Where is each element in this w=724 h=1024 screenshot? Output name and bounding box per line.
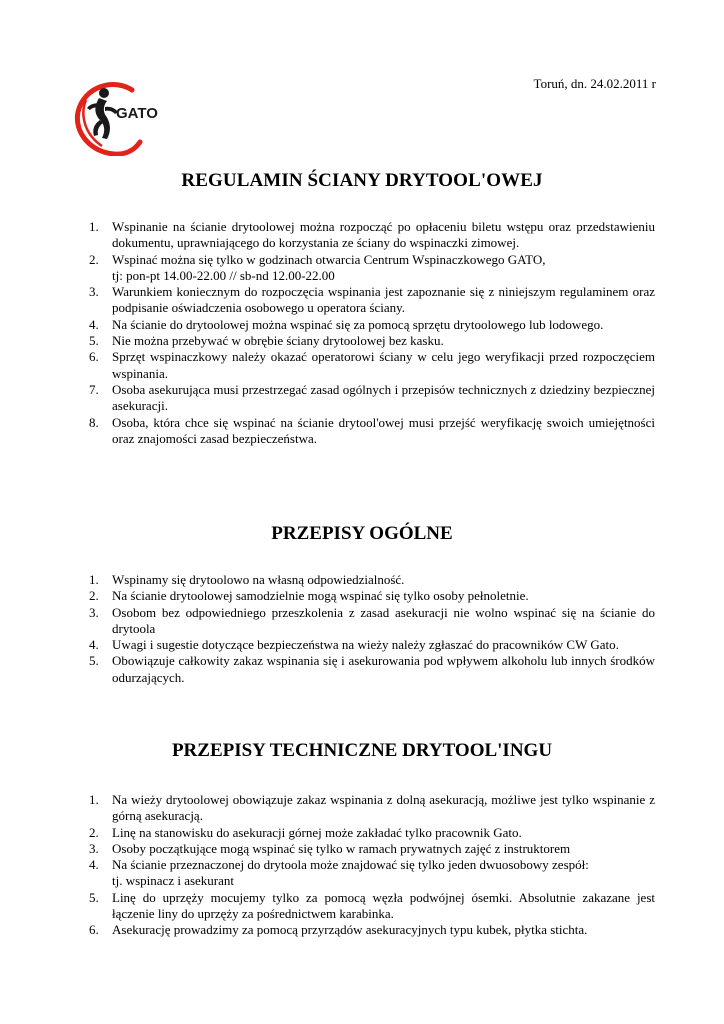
list-item: 2. Na ścianie drytoolowej samodzielnie mogą wspinać się tylko osoby pełnoletnie. [89,588,529,604]
regulations-list [89,219,655,447]
list-item: 5. Linę do uprzęży mocujemy tylko za pomocą węzła podwójnej ósemki. Absolutnie zakazane jest łączenie liny do uprzęży za pośrednictwem karabinka. [89,889,655,922]
list-item: 4. Na ścianie do drytoolowej można wspinać się za pomocą sprzętu drytoolowego lub lodowego. [89,316,604,332]
technical-rules-list [89,792,655,939]
list-item: 4. Uwagi i sugestie dotyczące bezpieczeństwa na wieży należy zgłaszać do pracowników CW Gato. [89,637,619,653]
list-item: 6. Sprzęt wspinaczkowy należy okazać operatorowi ściany w celu jego weryfikacji przed rozpoczęciem wspinania. [89,349,655,381]
list-item: 2. Linę na stanowisku do asekuracji górnej może zakładać tylko pracownik Gato. [89,824,522,840]
list-item: 6. Asekurację prowadzimy za pomocą przyrządów asekuracyjnych typu kubek, płytka stichta. [89,922,588,938]
list-item: 3. Osobom bez odpowiedniego przeszkolenia z zasad asekuracji nie wolno wspinać się na ścianie do drytoola [89,604,655,636]
list-item: 4. Na ścianie przeznaczonej do drytoola może znajdować się tylko jeden dwuosobowy zespół: tj. wspinacz i asekurant [89,857,589,889]
list-item: 8. Osoba, która chce się wspinać na ścianie drytool'owej musi przejść weryfikację swoich umiejętności oraz znajomości zasad bezpieczeństwa. [89,414,655,446]
list-item: 5. Nie można przebywać w obrębie ściany drytoolowej bez kasku. [89,333,444,349]
list-item: 1. Wspinanie na ścianie drytoolowej można rozpocząć po opłaceniu biletu wstępu oraz przedstawieniu dokumentu, uprawniającego do korzystania ze ściany do wspinaczki zimowej. [89,219,655,251]
list-item: 3. Osoby początkujące mogą wspinać się tylko w ramach prywatnych zajęć z instruktorem [89,840,571,856]
list-item: 1. Na wieży drytoolowej obowiązuje zakaz wspinania z dolną asekuracją, możliwe jest tylko wspinanie z górną asekuracją. [89,792,655,824]
document-date: Toruń, dn. 24.02.2011 r [533,76,656,91]
gato-logo [72,80,172,156]
list-item: 2. Wspinać można się tylko w godzinach otwarcia Centrum Wspinaczkowego GATO, tj: pon-pt 14.00-22.00 // sb-nd 12.00-22.00 [89,251,546,283]
list-item: 3. Warunkiem koniecznym do rozpoczęcia wspinania jest zapoznanie się z niniejszym regulaminem oraz podpisanie oświadczenia osobowego u operatora ściany. [89,284,655,316]
list-item: 5. Obowiązuje całkowity zakaz wspinania się i asekurowania pod wpływem alkoholu lub innych środków odurzających. [89,653,655,685]
section-heading-general: PRZEPISY OGÓLNE [271,523,453,544]
list-item: 1. Wspinamy się drytoolowo na własną odpowiedzialność. [89,572,405,587]
general-rules-list [89,572,655,686]
section-heading-technical: PRZEPISY TECHNICZNE DRYTOOL'INGU [171,740,553,761]
document-title: REGULAMIN ŚCIANY DRYTOOL'OWEJ [181,170,543,191]
logo-text: GATO [116,105,158,122]
list-item: 7. Osoba asekurująca musi przestrzegać zasad ogólnych i przepisów technicznych z dziedziny bezpiecznej asekuracji. [89,381,655,414]
